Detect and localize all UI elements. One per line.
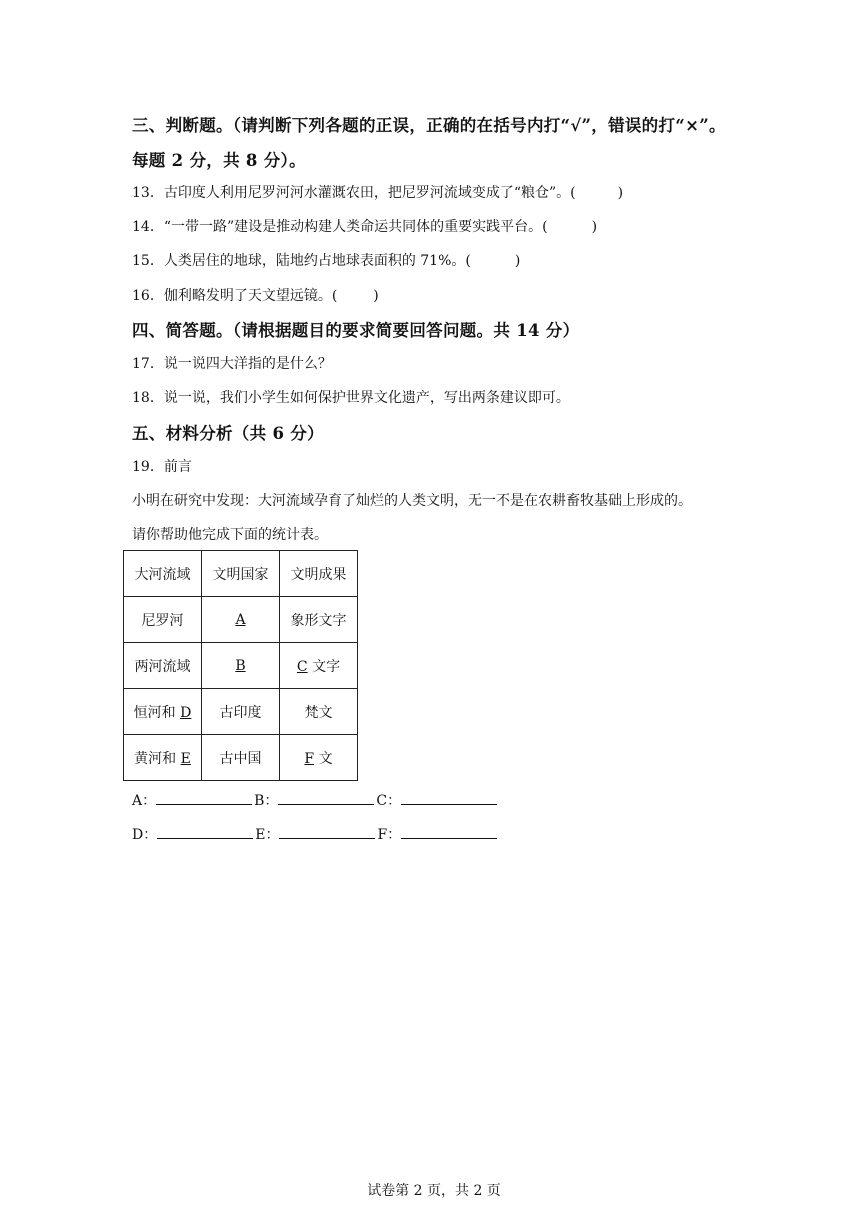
table-cell-country: 古印度: [202, 689, 280, 735]
blank-mark-b: B: [235, 657, 246, 674]
table-cell-river: 尼罗河: [124, 597, 202, 643]
question-19: 19．前言: [132, 459, 192, 475]
answer-label-c: C：: [376, 793, 402, 809]
river-prefix: 恒河和: [133, 704, 176, 721]
question-15-text: 15．人类居住的地球，陆地约占地球表面积的 71%。(: [132, 253, 471, 269]
answer-label-b: B：: [254, 793, 279, 809]
answer-blank-f[interactable]: [401, 824, 497, 839]
question-13-text: 13．古印度人利用尼罗河河水灌溉农田，把尼罗河流域变成了“粮仓”。(: [132, 185, 576, 201]
material-paragraph-1: 小明在研究中发现：大河流域孕育了灿烂的人类文明，无一不是在农耕畜牧基础上形成的。: [132, 493, 692, 509]
river-prefix: 黄河和: [134, 750, 177, 767]
section4-title: 四、简答题。（请根据题目的要求简要回答问题。共 14 分）: [132, 321, 580, 340]
table-cell-river: [124, 735, 202, 781]
answer-blank-b[interactable]: [278, 790, 374, 805]
question-16-text: 16．伽利略发明了天文望远镜。(: [132, 288, 338, 304]
table-header-cell: 文明成果: [280, 551, 358, 597]
answer-label-e: E：: [255, 827, 280, 843]
table-cell-river: [124, 689, 202, 735]
answer-line-1: [132, 790, 499, 810]
table-header-cell: 文明国家: [202, 551, 280, 597]
table-cell-achievement: 梵文: [280, 689, 358, 735]
question-13: [132, 182, 623, 202]
answer-label-f: F：: [377, 827, 402, 843]
table-row: [124, 735, 358, 781]
section3-title-line2: 每题 2 分，共 8 分）。: [132, 151, 306, 170]
question-17: 17．说一说四大洋指的是什么？: [132, 356, 332, 372]
answer-line-2: [132, 824, 499, 844]
civilization-table: [123, 550, 358, 781]
blank-mark-c: C: [296, 658, 308, 675]
table-cell-country: 古中国: [202, 735, 280, 781]
question-15-paren-close: ): [514, 253, 521, 269]
table-cell-achievement: 象形文字: [280, 597, 358, 643]
blank-mark-a: A: [235, 611, 246, 628]
section5-title: 五、材料分析（共 6 分）: [132, 424, 324, 443]
table-cell-country: [202, 597, 280, 643]
question-16: [132, 285, 379, 305]
answer-blank-d[interactable]: [157, 824, 253, 839]
achievement-suffix: 文字: [312, 658, 341, 675]
answer-blank-a[interactable]: [156, 790, 252, 805]
page-footer: 试卷第 2 页，共 2 页: [367, 1183, 501, 1199]
answer-label-d: D：: [132, 827, 158, 843]
blank-mark-f: F: [304, 750, 315, 767]
question-13-paren-close: ): [617, 185, 624, 201]
table-cell-achievement: [280, 735, 358, 781]
table-cell-river: 两河流域: [124, 643, 202, 689]
section3-title-line1: 三、判断题。（请判断下列各题的正误，正确的在括号内打“√”，错误的打“×”。: [132, 116, 726, 135]
table-header-cell: 大河流域: [124, 551, 202, 597]
table-row: [124, 643, 358, 689]
question-15: [132, 250, 520, 270]
question-16-paren-close: ): [373, 288, 379, 304]
answer-label-a: A：: [132, 793, 157, 809]
question-18: 18．说一说，我们小学生如何保护世界文化遗产，写出两条建议即可。: [132, 390, 570, 406]
achievement-suffix: 文: [318, 750, 333, 767]
question-14-paren-close: ): [591, 219, 598, 235]
answer-blank-e[interactable]: [279, 824, 375, 839]
answer-blank-c[interactable]: [401, 790, 497, 805]
question-14-text: 14．“一带一路”建设是推动构建人类命运共同体的重要实践平台。(: [132, 219, 548, 235]
material-paragraph-2: 请你帮助他完成下面的统计表。: [132, 527, 328, 543]
question-14: [132, 216, 597, 236]
blank-mark-e: E: [180, 750, 191, 767]
table-cell-achievement: [280, 643, 358, 689]
table-row: [124, 689, 358, 735]
table-row: [124, 597, 358, 643]
blank-mark-d: D: [180, 704, 192, 721]
table-header-row: [124, 551, 358, 597]
table-cell-country: [202, 643, 280, 689]
